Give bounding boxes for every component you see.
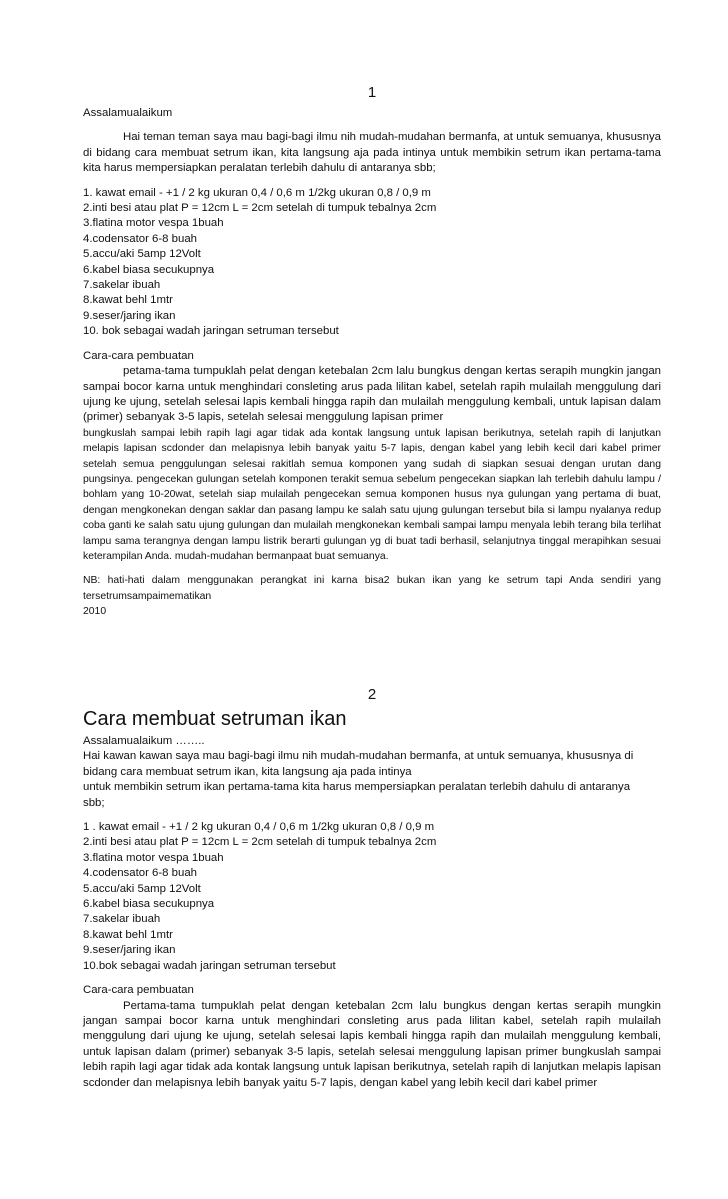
greeting-1: Assalamualaikum — [83, 107, 173, 119]
method-title-2: Cara-cara pembuatan — [83, 984, 194, 997]
list-item: 4.codensator 6-8 buah — [83, 867, 197, 880]
list-item: 10. bok sebagai wadah jaringan setruman tersebut — [83, 325, 339, 338]
method-title-1: Cara-cara pembuatan — [83, 349, 194, 362]
list-item: 9.seser/jaring ikan — [83, 309, 176, 322]
intro-2-line-2: bidang cara membuat setrum ikan, kita langsung aja pada intinya — [83, 765, 412, 778]
intro-2-line-4: sbb; — [83, 796, 105, 809]
intro-2-line-3: untuk membikin setrum ikan pertama-tama kita harus mempersiapkan peralatan terlebih dahulu di antaranya — [83, 781, 631, 794]
method-text-2: Pertama-tama tumpuklah pelat dengan ketebalan 2cm lalu bungkus dengan kertas serapih mungkin jangan sampai bocor karna untuk menghindari consleting arus pada lilitan kabel, setelah rapih mulailah menggulung dari ujung ke ujung, setelah selesai lapis kembali hingga rapih dan mulailah menggulung kembali, untuk lapisan dalam (primer) sebanyak 3-5 lapis, setelah selesai menggulung lapisan primer bungkuslah sampai lebih rapih lagi agar tidak ada kontak langsung untuk lapisan berikutnya, setelah rapih di lanjutkan melapis lapisan scdonder dan melapisnya lebih banyak yaitu 5-7 lapis, dengan kabel yang lebih kecil dari kabel primer — [83, 999, 661, 1089]
list-item: 7.sakelar ibuah — [83, 279, 161, 292]
list-item: 6.kabel biasa secukupnya — [83, 898, 215, 911]
list-item: 7.sakelar ibuah — [83, 913, 161, 926]
materials-list-1 — [83, 186, 661, 340]
list-item: 5.accu/aki 5amp 12Volt — [83, 248, 201, 261]
method-text-1: petama-tama tumpuklah pelat dengan ketebalan 2cm lalu bungkus dengan kertas serapih mungkin jangan sampai bocor karna untuk menghindari consleting arus pada lilitan kabel, setelah rapih mulailah menggulung dari ujung ke ujung, setelah selesai lapis kembali hingga rapih dan mulailah menggulung kembali, untuk lapisan dalam (primer) sebanyak 3-5 lapis, setelah selesai menggulung lapisan primer — [83, 365, 661, 424]
list-item: 1 . kawat email - +1 / 2 kg ukuran 0,4 / 0,6 m 1/2kg ukuran 0,8 / 0,9 m — [83, 821, 435, 834]
materials-list-2 — [83, 820, 661, 974]
list-item: 8.kawat behl 1mtr — [83, 294, 173, 307]
section-2 — [83, 686, 661, 1091]
method-text-1-continued: bungkuslah sampai lebih rapih lagi agar tidak ada kontak langsung untuk lapisan berikutnya, setelah rapih di lanjutkan melapis lapisan scdonder dan melapisnya lebih banyak yaitu 5-7 lapis, dengan kabel yang lebih kecil dari kabel primer setelah semua penggulungan selesai rakitlah semua komponen yang sudah di siapkan sesuai dengan urutan dang pungsinya. pengecekan gulungan setelah komponen terakit semua sebelum pengecekan siapkan lah terlebih dahulu lampu / bohlam yang 10-20wat, setelah siap mulailah pengecekan semua komponen husus nya gulungan yang pertama di buat, dengan mengkonekan dengan saklar dan pasang lampu ke salah satu ujung gulungan tersebut bila si lampu nyalanya redup coba ganti ke salah satu ujung gulungan dan mulailah mengkonekan kembali sampai lampu menyala lebih terang bila terlihat lampu sama terangnya dengan lampu listrik berarti gulungan yg di buat tadi berhasil, selanjutnya tinggal merapihkan sesuai keterampilan Anda. mudah-mudahan bermanpaat buat semuanya. — [83, 427, 661, 562]
list-item: 2.inti besi atau plat P = 12cm L = 2cm setelah di tumpuk tebalnya 2cm — [83, 202, 437, 215]
list-item: 10.bok sebagai wadah jaringan setruman tersebut — [83, 959, 336, 972]
list-item: 3.flatina motor vespa 1buah — [83, 217, 224, 230]
list-item: 1. kawat email - +1 / 2 kg ukuran 0,4 / 0,6 m 1/2kg ukuran 0,8 / 0,9 m — [83, 186, 431, 199]
list-item: 3.flatina motor vespa 1buah — [83, 851, 224, 864]
list-item: 5.accu/aki 5amp 12Volt — [83, 882, 201, 895]
list-item: 4.codensator 6-8 buah — [83, 232, 197, 245]
intro-2-line-1: Hai kawan kawan saya mau bagi-bagi ilmu nih mudah-mudahan bermanfa, at untuk semuanya, khususnya di — [83, 750, 634, 763]
page-title: Cara membuat setruman ikan — [83, 708, 347, 730]
intro-1: Hai teman teman saya mau bagi-bagi ilmu nih mudah-mudahan bermanfa, at untuk semuanya, khususnya di bidang cara membuat setrum ikan, kita langsung aja pada intinya untuk membikin setrum ikan pertama-tama kita harus mempersiapkan peralatan terlebih dahulu di antaranya sbb; — [83, 131, 661, 175]
list-item: 6.kabel biasa secukupnya — [83, 263, 215, 276]
section-1 — [83, 84, 661, 620]
list-item: 9.seser/jaring ikan — [83, 944, 176, 957]
page-number-2: 2 — [367, 686, 377, 703]
list-item: 2.inti besi atau plat P = 12cm L = 2cm setelah di tumpuk tebalnya 2cm — [83, 836, 437, 849]
year-1: 2010 — [83, 606, 107, 618]
page-number-1: 1 — [367, 84, 377, 101]
greeting-2: Assalamualaikum …….. — [83, 735, 205, 747]
list-item: 8.kawat behl 1mtr — [83, 928, 173, 941]
note-1: NB: hati-hati dalam menggunakan perangkat ini karna bisa2 bukan ikan yang ke setrum tapi Anda sendiri yang tersetrumsampaimematikan — [83, 575, 661, 602]
